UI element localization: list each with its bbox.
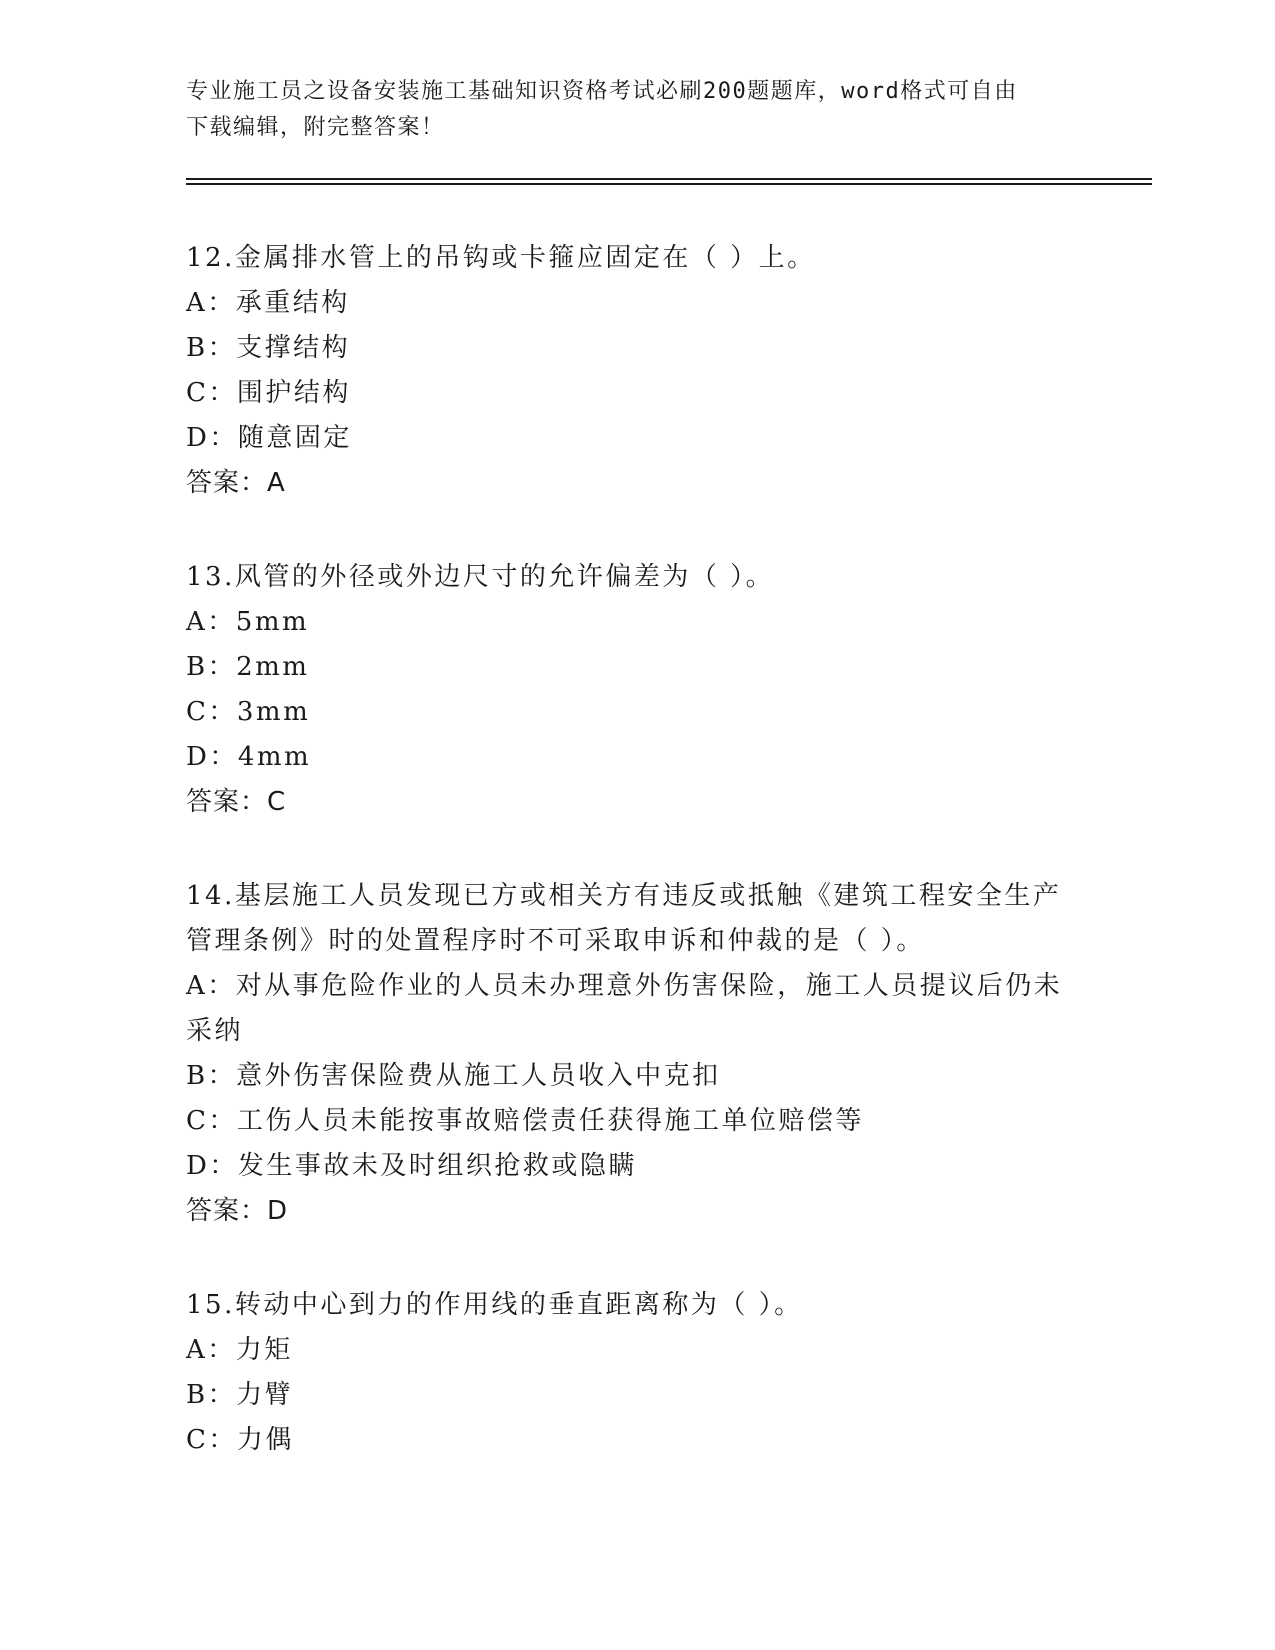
header-divider-top xyxy=(186,178,1152,180)
question-stem-line-1: 14.基层施工人员发现已方或相关方有违反或抵触《建筑工程安全生产 xyxy=(186,881,1062,911)
question-stem: 12.金属排水管上的吊钩或卡箍应固定在（ ）上。 xyxy=(186,243,816,273)
question-13 xyxy=(186,555,1086,825)
header-line-1: 专业施工员之设备安装施工基础知识资格考试必刷200题题库，word格式可自由 xyxy=(186,79,1018,104)
option-a: A：5mm xyxy=(186,607,310,637)
option-b: B：支撑结构 xyxy=(186,333,351,363)
option-c: C：工伤人员未能按事故赔偿责任获得施工单位赔偿等 xyxy=(186,1106,864,1136)
option-b: B：意外伤害保险费从施工人员收入中克扣 xyxy=(186,1061,721,1091)
option-a: A：承重结构 xyxy=(186,288,350,318)
document-header xyxy=(186,74,1066,146)
option-c: C：3mm xyxy=(186,697,311,727)
option-a-line-1: A：对从事危险作业的人员未办理意外伤害保险，施工人员提议后仍未 xyxy=(186,971,1063,1001)
question-list xyxy=(186,236,1086,1512)
option-d: D：随意固定 xyxy=(186,423,352,453)
question-14 xyxy=(186,874,1086,1234)
question-stem: 13.风管的外径或外边尺寸的允许偏差为（ ）。 xyxy=(186,562,775,592)
option-d: D：4mm xyxy=(186,742,312,772)
answer: 答案：A xyxy=(186,468,286,498)
answer: 答案：C xyxy=(186,787,287,817)
header-divider-bottom xyxy=(186,183,1152,185)
question-15 xyxy=(186,1283,1086,1463)
option-c: C：力偶 xyxy=(186,1425,294,1455)
question-stem: 15.转动中心到力的作用线的垂直距离称为（ ）。 xyxy=(186,1290,803,1320)
question-12 xyxy=(186,236,1086,506)
question-stem-line-2: 管理条例》时的处置程序时不可采取申诉和仲裁的是（ ）。 xyxy=(186,926,925,956)
option-b: B：2mm xyxy=(186,652,310,682)
option-d: D：发生事故未及时组织抢救或隐瞒 xyxy=(186,1151,637,1181)
option-a: A：力矩 xyxy=(186,1335,293,1365)
option-a-line-2: 采纳 xyxy=(186,1016,244,1046)
header-line-2: 下载编辑，附完整答案！ xyxy=(186,115,445,140)
answer: 答案：D xyxy=(186,1196,289,1226)
option-c: C：围护结构 xyxy=(186,378,351,408)
option-b: B：力臂 xyxy=(186,1380,294,1410)
